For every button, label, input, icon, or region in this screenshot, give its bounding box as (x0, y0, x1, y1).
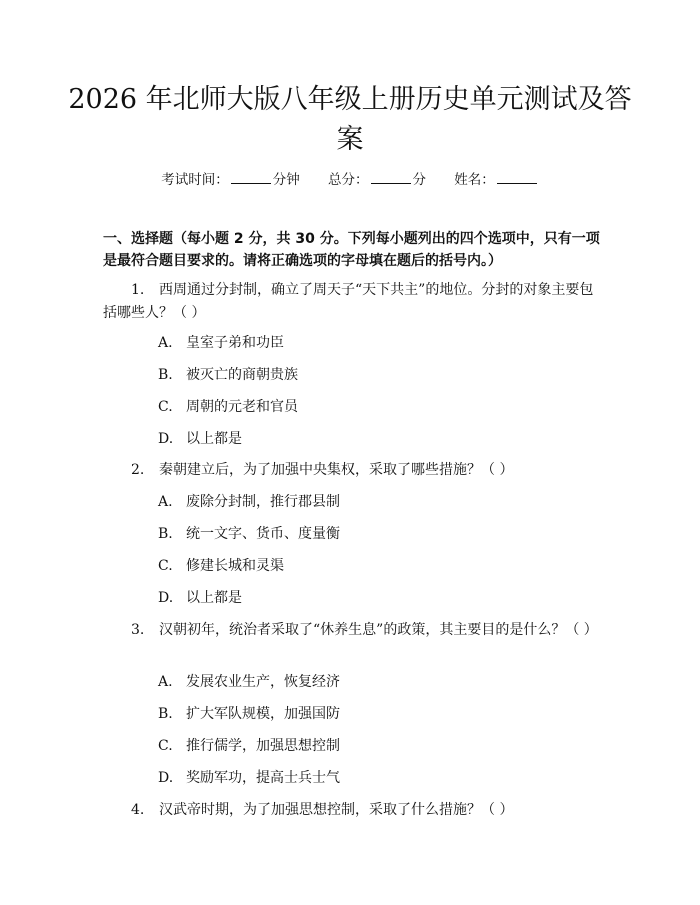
question-number: 1. (131, 282, 145, 298)
option-text: 皇室子弟和功臣 (186, 335, 284, 351)
question-2-option-c (158, 556, 284, 576)
question-3-option-b (158, 704, 340, 724)
question-4 (103, 799, 603, 822)
option-text: 统一文字、货币、度量衡 (186, 526, 340, 542)
question-1-option-b (158, 365, 298, 385)
option-text: 以上都是 (186, 431, 242, 447)
question-text: 汉朝初年，统治者采取了“休养生息”的政策，其主要目的是什么？（ ） (159, 622, 598, 638)
question-1-option-a (158, 333, 284, 353)
total-score-unit: 分 (412, 172, 426, 188)
option-text: 废除分封制，推行郡县制 (186, 494, 340, 510)
question-1-option-d (158, 429, 242, 449)
name-label: 姓名： (454, 172, 495, 188)
total-score-field (328, 168, 426, 188)
question-3 (103, 619, 603, 642)
option-letter: D. (158, 770, 174, 786)
question-text: 西周通过分封制，确立了周天子“天下共主”的地位。分封的对象主要包括哪些人？（ ） (103, 282, 594, 321)
exam-time-blank[interactable] (231, 171, 271, 184)
option-letter: A. (158, 494, 173, 510)
question-text: 汉武帝时期，为了加强思想控制，采取了什么措施？（ ） (159, 802, 514, 818)
question-2 (103, 459, 603, 482)
total-score-label: 总分： (328, 172, 369, 188)
option-text: 奖励军功，提高士兵士气 (186, 770, 340, 786)
question-1 (103, 279, 603, 325)
total-score-blank[interactable] (371, 171, 411, 184)
option-text: 周朝的元老和官员 (186, 399, 298, 415)
question-3-option-a (158, 672, 340, 692)
question-number: 2. (131, 462, 145, 478)
option-letter: B. (158, 526, 173, 542)
question-number: 3. (131, 622, 145, 638)
exam-time-field (161, 168, 300, 188)
option-text: 发展农业生产，恢复经济 (186, 674, 340, 690)
question-2-option-b (158, 524, 340, 544)
option-letter: C. (158, 558, 173, 574)
option-letter: B. (158, 706, 173, 722)
section-heading: 一、选择题（每小题 2 分，共 30 分。下列每小题列出的四个选项中，只有一项是最符合题目要求的。请将正确选项的字母填在题后的括号内。） (103, 231, 600, 269)
name-blank[interactable] (497, 171, 537, 184)
name-field (454, 168, 539, 188)
document-title: 2026 年北师大版八年级上册历史单元测试及答案 (68, 84, 632, 155)
option-text: 修建长城和灵渠 (186, 558, 284, 574)
exam-time-unit: 分钟 (272, 172, 300, 188)
option-text: 扩大军队规模，加强国防 (186, 706, 340, 722)
question-2-option-a (158, 492, 340, 512)
question-2-option-d (158, 588, 242, 608)
option-letter: C. (158, 399, 173, 415)
option-letter: C. (158, 738, 173, 754)
option-letter: D. (158, 431, 174, 447)
option-letter: D. (158, 590, 174, 606)
option-letter: B. (158, 367, 173, 383)
exam-time-label: 考试时间： (161, 172, 229, 188)
question-number: 4. (131, 802, 145, 818)
option-text: 推行儒学，加强思想控制 (186, 738, 340, 754)
question-3-option-d (158, 768, 340, 788)
option-letter: A. (158, 674, 173, 690)
exam-info-line (0, 168, 700, 188)
option-letter: A. (158, 335, 173, 351)
option-text: 被灭亡的商朝贵族 (186, 367, 298, 383)
option-text: 以上都是 (186, 590, 242, 606)
question-3-option-c (158, 736, 340, 756)
question-text: 秦朝建立后，为了加强中央集权，采取了哪些措施？（ ） (159, 462, 514, 478)
question-1-option-c (158, 397, 298, 417)
